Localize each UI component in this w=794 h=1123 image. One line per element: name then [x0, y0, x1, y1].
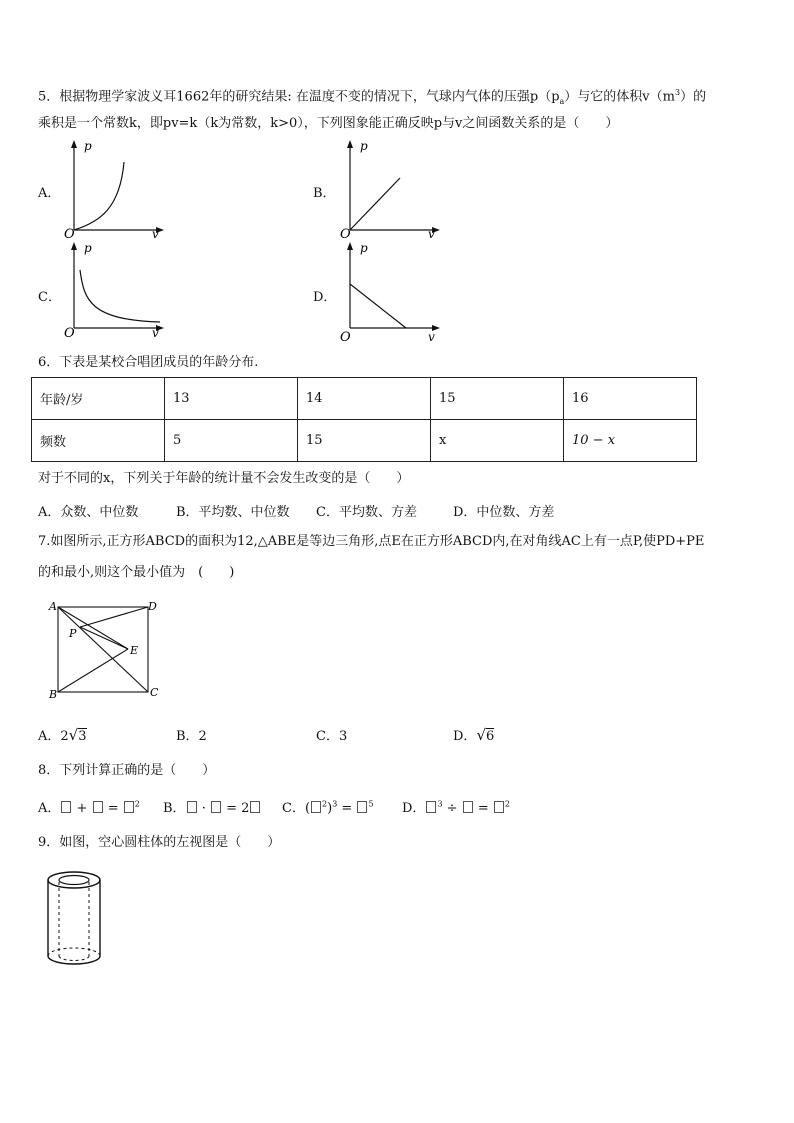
q8-option-b: B． · = 2 — [163, 797, 261, 816]
origin-label: O — [340, 227, 351, 238]
axis-label-v: v — [428, 330, 435, 344]
table-cell: 10 − x — [564, 420, 697, 462]
q5-line1: 5．根据物理学家波义耳1662年的研究结果: 在温度不变的情况下，气球内气体的压强$p(p_a)$与它的体积$v(m^3)$的 — [38, 88, 707, 106]
square-diagram — [40, 598, 170, 702]
point-label-e: E — [130, 644, 139, 657]
q5-option-c: C． — [38, 290, 61, 305]
q7-option-b: B．2 — [176, 729, 207, 744]
point-label-p: P — [69, 627, 77, 640]
axis-label-p: p — [360, 241, 368, 255]
q6-option-c: C．平均数、方差 — [316, 505, 417, 520]
point-label-b: B — [49, 688, 58, 701]
table-cell: 年龄/岁 — [32, 378, 165, 420]
point-label-c: C — [150, 686, 159, 699]
q8-option-a: A． + = $^2$ — [38, 799, 140, 816]
origin-label: O — [64, 227, 75, 238]
table-cell: 15 — [431, 378, 564, 420]
table-cell: 频数 — [32, 420, 165, 462]
q5-line2: 乘积是一个常数k，即pv=k（k为常数，k>0），下列图象能正确反映p与v之间函数关系的是（ ） — [38, 116, 619, 131]
table-row — [32, 420, 697, 462]
axis-label-p: p — [360, 139, 368, 153]
q5-graph-d — [336, 240, 446, 344]
q8-title: 8．下列计算正确的是（ ） — [38, 763, 216, 778]
q8-option-d: D． $^3$ ÷ = $^2$ — [402, 799, 510, 816]
axis-label-v: v — [152, 326, 159, 340]
q6-question: 对于不同的x，下列关于年龄的统计量不会发生改变的是（ ） — [38, 471, 410, 486]
q5-option-d: D． — [313, 290, 337, 305]
q5-option-b: B． — [313, 186, 336, 201]
q7-line1: 7.如图所示,正方形ABCD的面积为12,△ABE是等边三角形,点E在正方形ABCD内,在对角线AC上有一点P,使PD+PE — [38, 534, 705, 549]
q9-title: 9．如图，空心圆柱体的左视图是（ ） — [38, 835, 281, 850]
table-cell: 5 — [165, 420, 298, 462]
q7-option-c: C．3 — [316, 729, 348, 744]
q5-graph-a — [60, 138, 170, 238]
point-label-a: A — [49, 600, 57, 613]
q5-graph-c — [60, 240, 170, 340]
axis-label-v: v — [428, 227, 435, 238]
point-label-d: D — [148, 600, 157, 613]
axis-label-p: p — [84, 139, 92, 153]
q7-option-d: D．√6 — [453, 726, 495, 744]
q5-graph-b — [336, 138, 446, 238]
q6-option-a: A．众数、中位数 — [38, 505, 139, 520]
q7-option-a: A．2√3 — [38, 726, 87, 744]
q6-option-d: D．中位数、方差 — [453, 505, 555, 520]
q7-line2: 的和最小,则这个最小值为 ( ) — [38, 565, 235, 580]
table-cell: 14 — [298, 378, 431, 420]
q6-title: 6．下表是某校合唱团成员的年龄分布. — [38, 355, 259, 370]
origin-label: O — [64, 326, 75, 340]
table-cell: 16 — [564, 378, 697, 420]
age-distribution-table — [31, 377, 697, 462]
hollow-cylinder-figure — [40, 866, 110, 972]
axis-label-v: v — [152, 227, 159, 238]
q8-option-c: C．( $^2$)$^3$ = $^5$ — [282, 799, 374, 816]
axis-label-p: p — [84, 241, 92, 255]
table-cell: x — [431, 420, 564, 462]
q5-option-a: A． — [38, 186, 61, 201]
table-row — [32, 378, 697, 420]
table-cell: 15 — [298, 420, 431, 462]
origin-label: O — [340, 330, 351, 344]
q6-option-b: B．平均数、中位数 — [176, 505, 290, 520]
table-cell: 13 — [165, 378, 298, 420]
